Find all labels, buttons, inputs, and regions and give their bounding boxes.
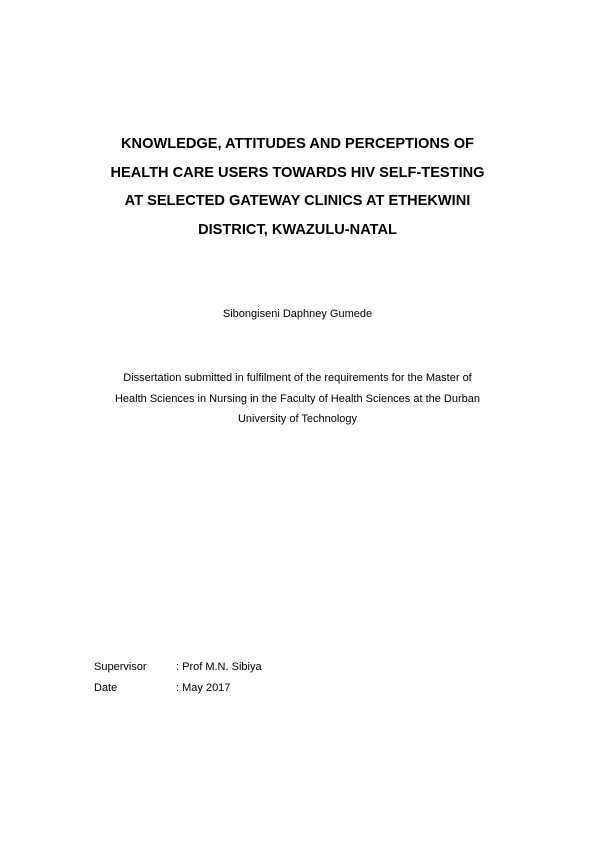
date-value: : May 2017 <box>176 682 231 694</box>
supervisor-value: : Prof M.N. Sibiya <box>176 661 262 673</box>
dissertation-title <box>60 130 535 244</box>
author-name: Sibongiseni Daphney Gumede <box>222 308 373 320</box>
date-row <box>94 678 262 699</box>
supervision-details <box>94 657 262 699</box>
title-line-3: AT SELECTED GATEWAY CLINICS AT ETHEKWINI <box>124 193 471 209</box>
supervisor-row <box>94 657 262 678</box>
statement-line-2: Health Sciences in Nursing in the Faculty of Health Sciences at the Durban <box>114 392 481 405</box>
statement-line-3: University of Technology <box>237 413 358 425</box>
title-line-1: KNOWLEDGE, ATTITUDES AND PERCEPTIONS OF <box>121 136 474 152</box>
supervisor-label: Supervisor <box>94 661 147 673</box>
title-line-4: DISTRICT, KWAZULU-NATAL <box>198 221 397 238</box>
title-line-2: HEALTH CARE USERS TOWARDS HIV SELF-TESTING <box>110 164 485 181</box>
date-label: Date <box>94 682 118 694</box>
statement-line-1: Dissertation submitted in fulfilment of the requirements for the Master of <box>123 372 472 384</box>
submission-statement <box>60 368 535 430</box>
